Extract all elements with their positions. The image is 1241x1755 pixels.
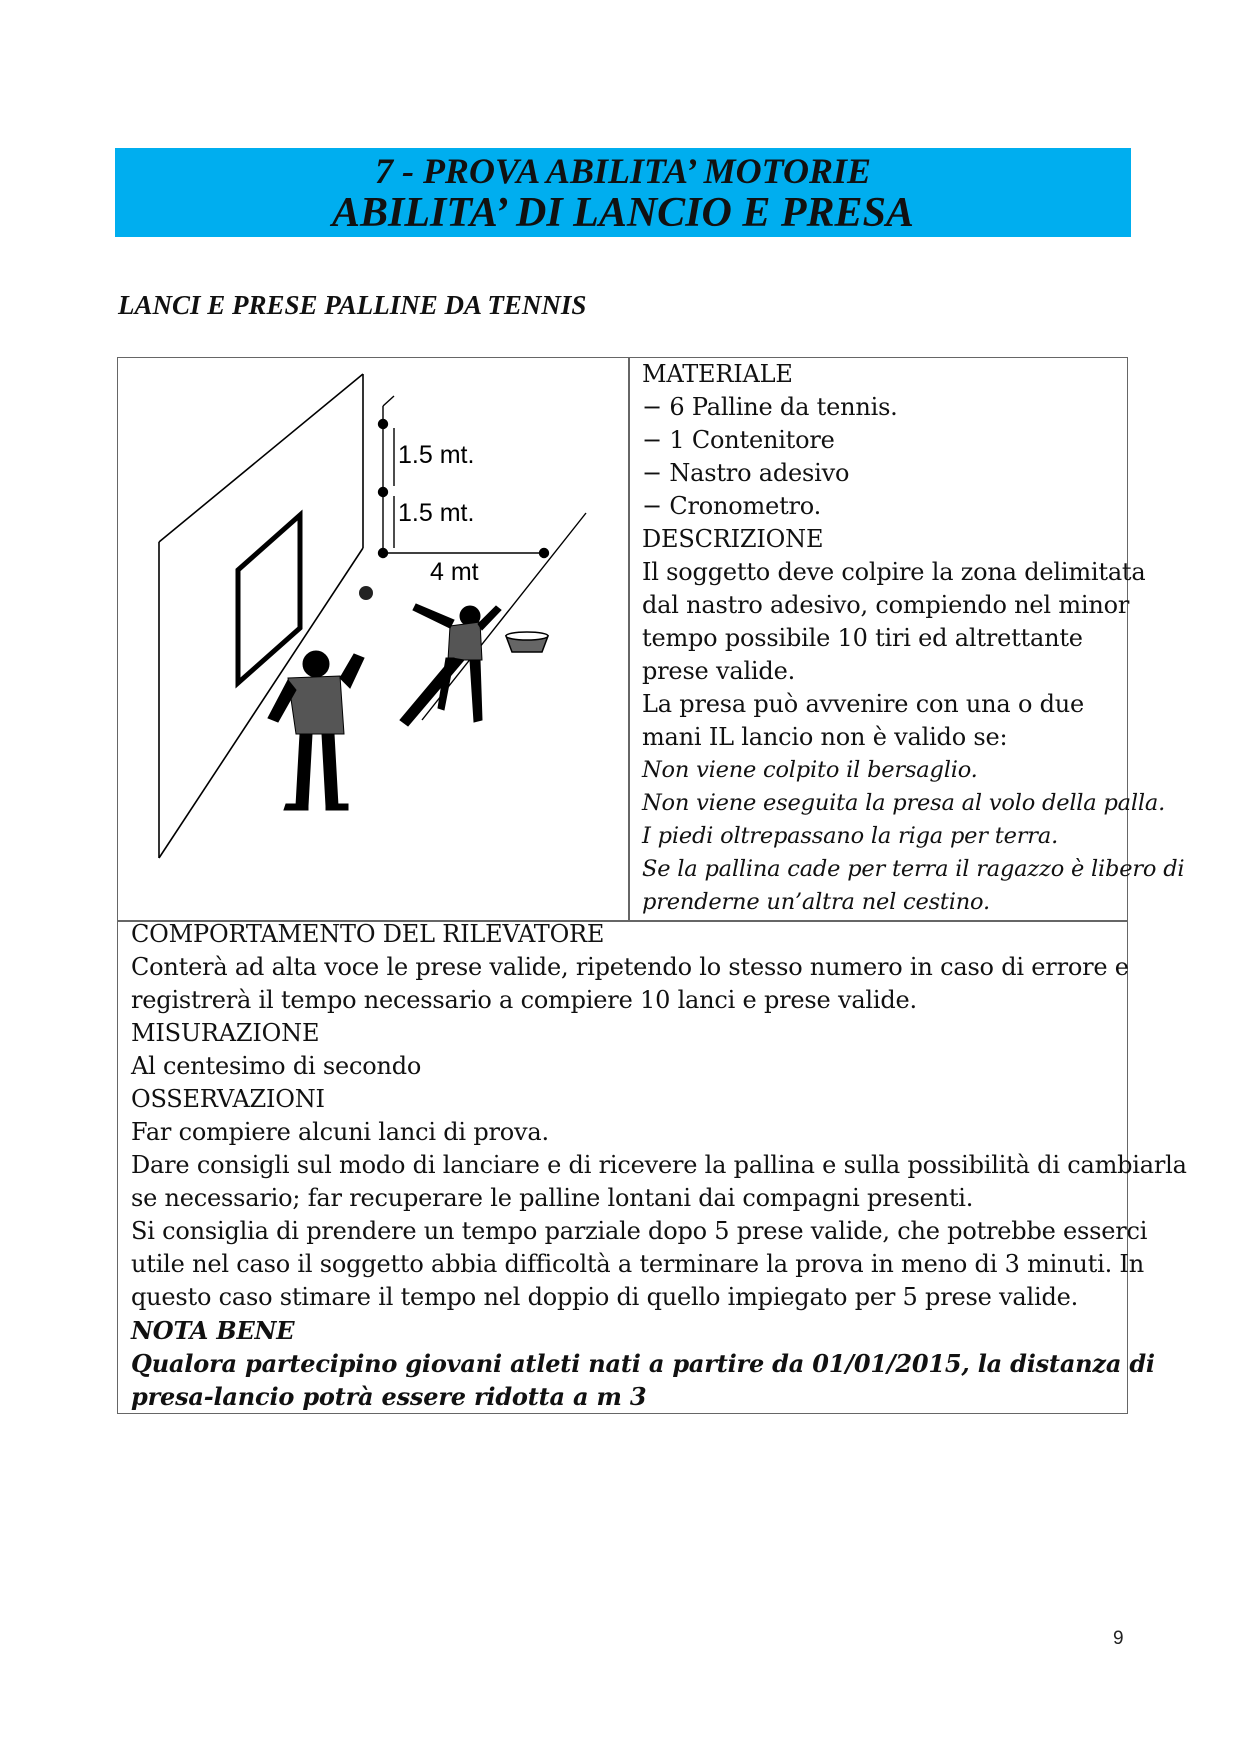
throw-catch-illustration xyxy=(118,358,628,920)
invalid-condition: Non viene colpito il bersaglio. xyxy=(642,757,978,783)
nota-bene-line: Qualora partecipino giovani atleti nati a partire da 01/01/2015, la distanza di xyxy=(131,1349,1155,1378)
label-top-height: 1.5 mt. xyxy=(398,441,475,469)
descrizione-line: Il soggetto deve colpire la zona delimitata xyxy=(642,558,1146,586)
materiale-heading: MATERIALE xyxy=(642,360,793,388)
descrizione-heading: DESCRIZIONE xyxy=(642,525,824,553)
comportamento-line: registrerà il tempo necessario a compiere 10 lanci e prese valide. xyxy=(131,986,917,1014)
title-line-1: 7 - PROVA ABILITA’ MOTORIE xyxy=(374,151,872,191)
page-number: 9 xyxy=(1113,1628,1124,1649)
nota-bene-heading: NOTA BENE xyxy=(131,1316,295,1345)
test-table xyxy=(117,357,1187,1414)
materiale-item: − Nastro adesivo xyxy=(642,459,850,487)
osservazioni-line: se necessario; far recuperare le palline lontani dai compagni presenti. xyxy=(131,1184,974,1212)
invalid-condition: Non viene eseguita la presa al volo della palla. xyxy=(642,790,1166,816)
osservazioni-line: Dare consigli sul modo di lanciare e di ricevere la pallina e sulla possibilità di cambiarla xyxy=(131,1151,1187,1179)
throwing-person-figure xyxy=(400,604,501,726)
label-mid-height: 1.5 mt. xyxy=(398,499,475,527)
materiale-descrizione-cell xyxy=(642,358,1185,919)
title-banner xyxy=(115,148,1131,237)
misurazione-text: Al centesimo di secondo xyxy=(131,1052,422,1080)
invalid-condition: prenderne un’altra nel cestino. xyxy=(642,889,990,915)
osservazioni-heading: OSSERVAZIONI xyxy=(131,1085,325,1113)
rilevatore-cell xyxy=(131,918,1187,1413)
descrizione-line: prese valide. xyxy=(642,657,796,685)
label-distance: 4 mt xyxy=(430,558,479,586)
misurazione-heading: MISURAZIONE xyxy=(131,1019,320,1047)
ball-icon xyxy=(359,586,373,600)
materiale-item: − 1 Contenitore xyxy=(642,426,835,454)
osservazioni-line: Si consiglia di prendere un tempo parziale dopo 5 prese valide, che potrebbe esserci xyxy=(131,1217,1148,1245)
section-subtitle: LANCI E PRESE PALLINE DA TENNIS xyxy=(118,290,587,320)
comportamento-heading: COMPORTAMENTO DEL RILEVATORE xyxy=(131,920,605,948)
descrizione-line: La presa può avvenire con una o due xyxy=(642,690,1085,718)
materiale-item: − Cronometro. xyxy=(642,492,822,520)
invalid-condition: Se la pallina cade per terra il ragazzo è libero di xyxy=(642,856,1185,882)
osservazioni-line: questo caso stimare il tempo nel doppio di quello impiegato per 5 prese valide. xyxy=(131,1283,1079,1311)
materiale-item: − 6 Palline da tennis. xyxy=(642,393,898,421)
comportamento-line: Conterà ad alta voce le prese valide, ripetendo lo stesso numero in caso di errore e xyxy=(131,953,1129,981)
cell-divider-vertical xyxy=(628,358,630,920)
standing-person-figure xyxy=(268,651,364,810)
basket-icon xyxy=(506,632,548,652)
osservazioni-line: utile nel caso il soggetto abbia difficoltà a terminare la prova in meno di 3 minuti. In xyxy=(131,1250,1144,1278)
descrizione-line: tempo possibile 10 tiri ed altrettante xyxy=(642,624,1083,652)
osservazioni-line: Far compiere alcuni lanci di prova. xyxy=(131,1118,549,1146)
descrizione-line: dal nastro adesivo, compiendo nel minor xyxy=(642,591,1130,619)
title-line-2: ABILITA’ DI LANCIO E PRESA xyxy=(332,190,914,236)
nota-bene-line: presa-lancio potrà essere ridotta a m 3 xyxy=(131,1382,647,1411)
invalid-condition: I piedi oltrepassano la riga per terra. xyxy=(642,823,1059,849)
descrizione-line: mani IL lancio non è valido se: xyxy=(642,723,1008,751)
